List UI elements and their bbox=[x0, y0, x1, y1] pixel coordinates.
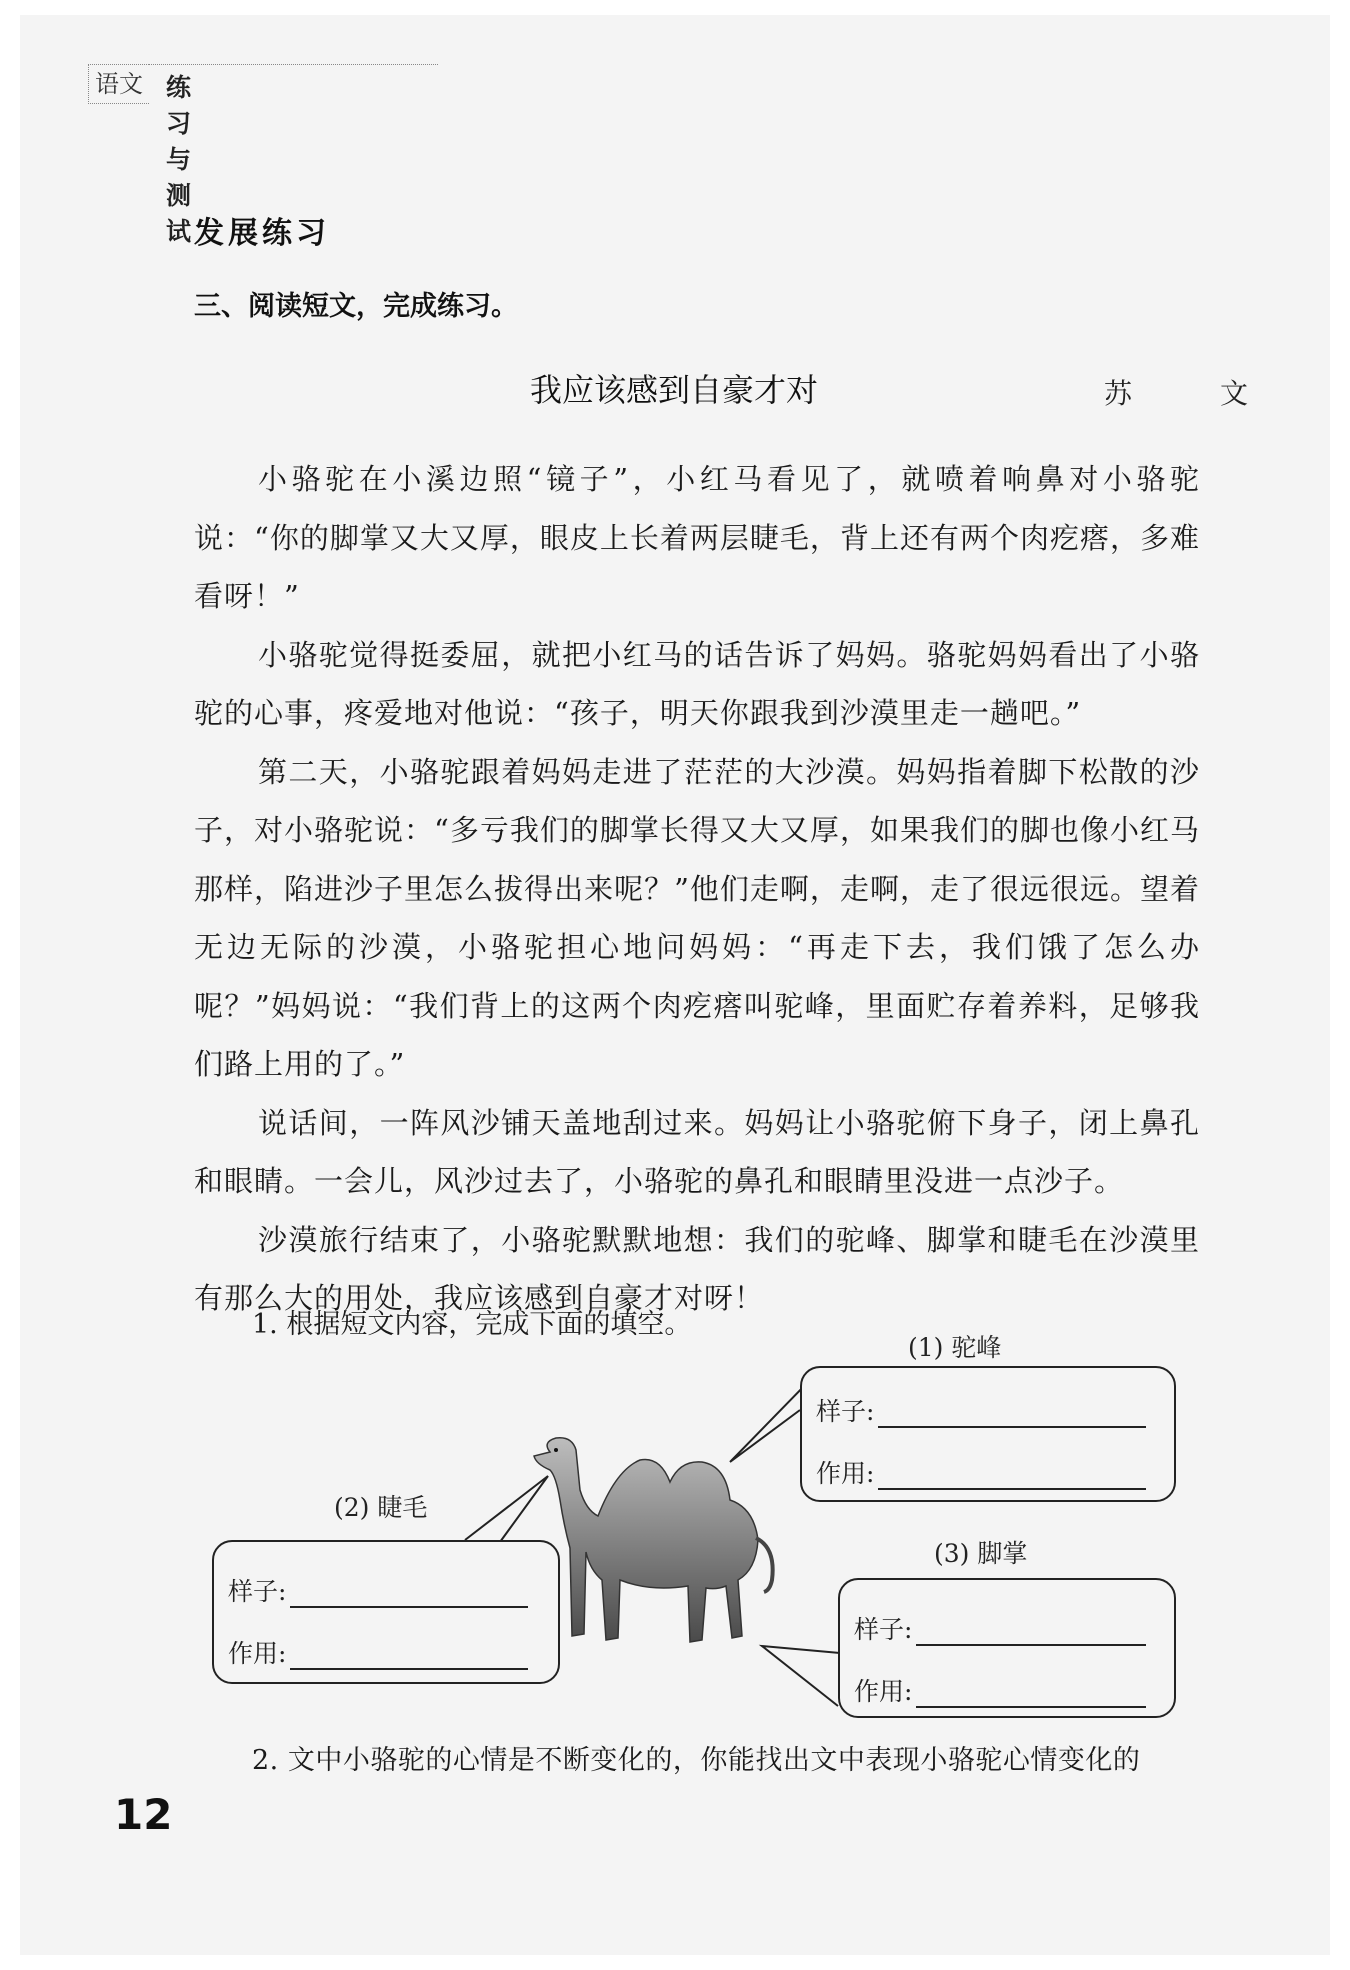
label-feet: (3) 脚掌 bbox=[934, 1539, 1028, 1568]
appearance-label: 样子: bbox=[816, 1397, 875, 1426]
function-label: 作用: bbox=[854, 1677, 913, 1706]
label-hump: (1) 驼峰 bbox=[908, 1333, 1002, 1362]
function-blank[interactable] bbox=[916, 1684, 1146, 1708]
paragraph: 沙漠旅行结束了，小骆驼默默地想：我们的驼峰、脚掌和睫毛在沙漠里有那么大的用处，我应该感到自豪才对呀！ bbox=[194, 1222, 1200, 1315]
answer-box-feet bbox=[838, 1578, 1176, 1718]
page-number: 12 bbox=[114, 1790, 173, 1839]
paragraph: 说话间，一阵风沙铺天盖地刮过来。妈妈让小骆驼俯下身子，闭上鼻孔和眼睛。一会儿，风沙过去了，小骆驼的鼻孔和眼睛里没进一点沙子。 bbox=[194, 1105, 1200, 1198]
appearance-label: 样子: bbox=[854, 1615, 913, 1644]
article-author: 苏 文 bbox=[1104, 377, 1279, 410]
function-blank[interactable] bbox=[878, 1466, 1146, 1490]
appearance-blank[interactable] bbox=[878, 1404, 1146, 1428]
article-title: 我应该感到自豪才对 bbox=[530, 371, 819, 409]
paragraph: 小骆驼在小溪边照“镜子”，小红马看见了，就喷着响鼻对小骆驼说：“你的脚掌又大又厚，眼皮上长着两层睫毛，背上还有两个肉疙瘩，多难看呀！” bbox=[194, 462, 1200, 613]
answer-box-hump bbox=[800, 1366, 1176, 1502]
section-title: 发展练习 bbox=[194, 216, 330, 251]
paragraph: 小骆驼觉得挺委屈，就把小红马的话告诉了妈妈。骆驼妈妈看出了小骆驼的心事，疼爱地对他说：“孩子，明天你跟我到沙漠里走一趟吧。” bbox=[194, 637, 1200, 730]
function-label: 作用: bbox=[816, 1459, 875, 1488]
question-2-prompt: 2. 文中小骆驼的心情是不断变化的，你能找出文中表现小骆驼心情变化的 bbox=[252, 1745, 1141, 1776]
function-blank[interactable] bbox=[290, 1646, 528, 1670]
book-title: 练习与测试 bbox=[166, 73, 200, 246]
question-3-heading: 三、阅读短文，完成练习。 bbox=[194, 291, 518, 322]
question-1-prompt: 1. 根据短文内容，完成下面的填空。 bbox=[252, 1309, 692, 1340]
paragraph: 第二天，小骆驼跟着妈妈走进了茫茫的大沙漠。妈妈指着脚下松散的沙子，对小骆驼说：“多亏我们的脚掌长得又大又厚，如果我们的脚也像小红马那样，陷进沙子里怎么拔得出来呢？”他们走啊，走啊，走了很远很远。望着无边无际的沙漠，小骆驼担心地问妈妈：“再走下去，我们饿了怎么办呢？”妈妈说：“我们背上的这两个肉疙瘩叫驼峰，里面贮存着养料，足够我们路上用的了。” bbox=[194, 754, 1200, 1081]
appearance-blank[interactable] bbox=[916, 1622, 1146, 1646]
appearance-blank[interactable] bbox=[290, 1584, 528, 1608]
subject-tag: 语文 bbox=[88, 64, 149, 104]
answer-box-eyelashes bbox=[212, 1540, 560, 1684]
appearance-label: 样子: bbox=[228, 1577, 287, 1606]
camel-illustration bbox=[520, 1430, 800, 1670]
function-label: 作用: bbox=[228, 1639, 287, 1668]
label-eyelashes: (2) 睫毛 bbox=[334, 1493, 428, 1522]
